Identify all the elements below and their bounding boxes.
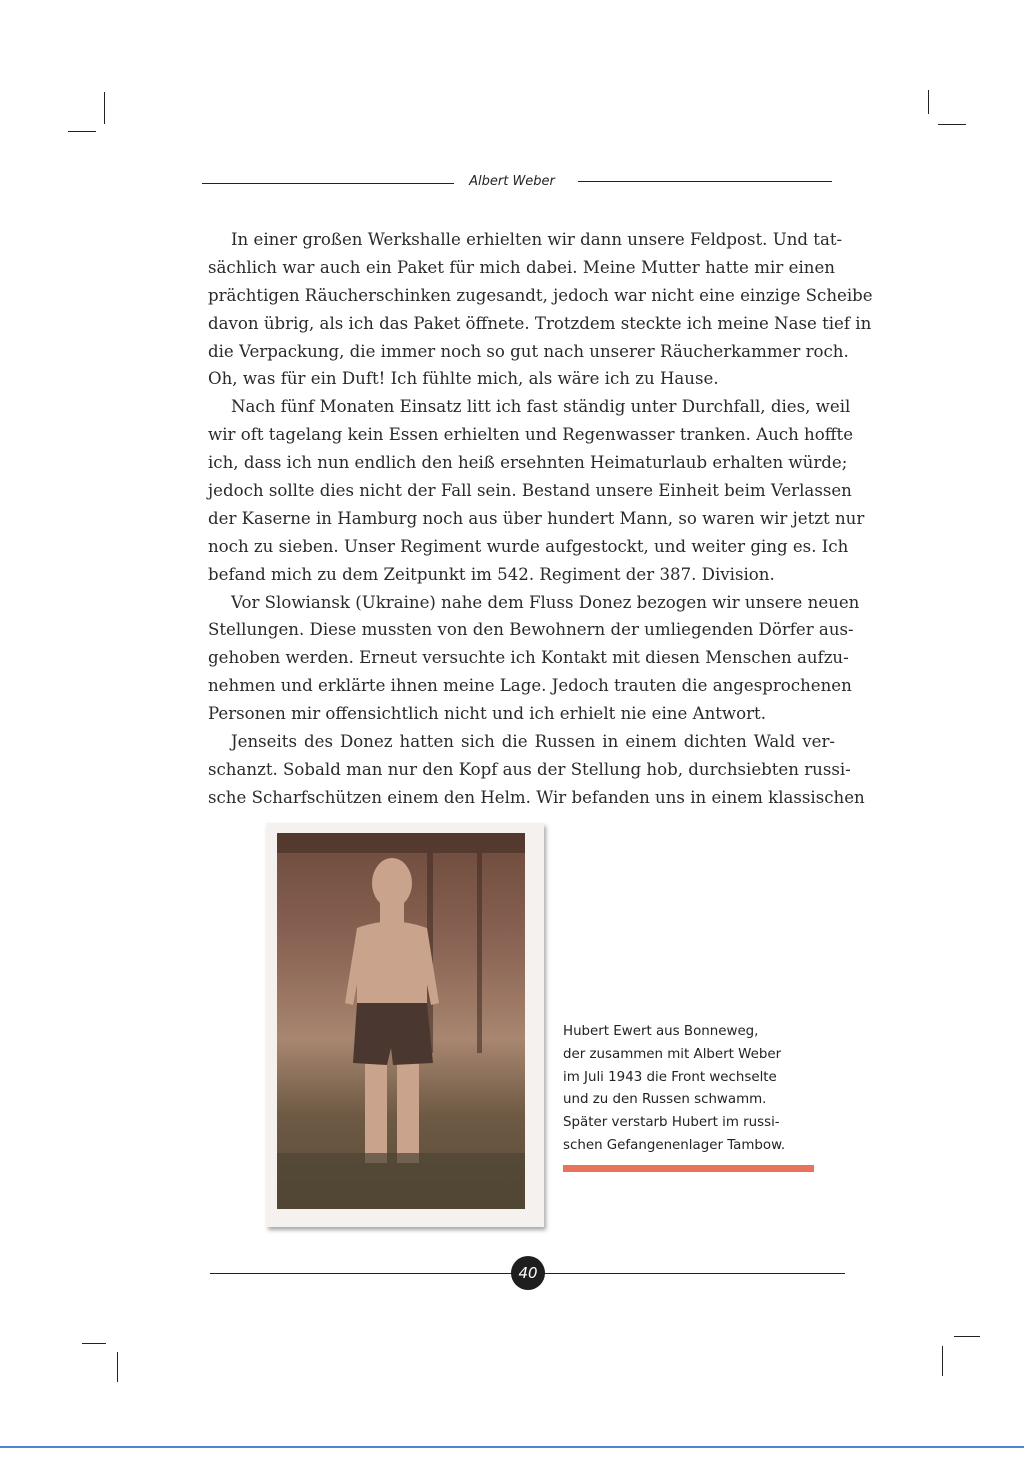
- text-line: davon übrig, als ich das Paket öffnete. Trotzdem steckte ich meine Nase tief in: [208, 313, 872, 333]
- body-text: [208, 226, 873, 812]
- text-line: befand mich zu dem Zeitpunkt im 542. Regiment der 387. Division.: [208, 564, 775, 584]
- photo-caption: [563, 1021, 785, 1158]
- text-line: sche Scharfschützen einem den Helm. Wir befanden uns in einem klassischen: [208, 787, 865, 807]
- caption-line: und zu den Russen schwamm.: [563, 1092, 767, 1108]
- text-line: der Kaserne in Hamburg noch aus über hundert Mann, so waren wir jetzt nur: [208, 508, 865, 528]
- running-header: Albert Weber: [469, 174, 555, 189]
- caption-line: schen Gefangenenlager Tambow.: [563, 1137, 786, 1153]
- crop-mark: [954, 1336, 980, 1337]
- text-line: noch zu sieben. Unser Regiment wurde aufgestockt, und weiter ging es. Ich: [208, 536, 849, 556]
- man-silhouette-photo: [277, 833, 525, 1209]
- text-line: wir oft tagelang kein Essen erhielten und Regenwasser tranken. Auch hoffte: [208, 425, 854, 445]
- text-line: ich, dass ich nun endlich den heiß ersehnten Heimaturlaub erhalten würde;: [208, 453, 848, 473]
- scan-edge-line: [0, 1446, 1024, 1448]
- crop-mark: [68, 131, 96, 132]
- page-number: 40: [511, 1256, 545, 1290]
- text-line: Oh, was für ein Duft! Ich fühlte mich, als wäre ich zu Hause.: [208, 369, 719, 389]
- text-line: Nach fünf Monaten Einsatz litt ich fast ständig unter Durchfall, dies, weil: [231, 397, 851, 417]
- crop-mark: [104, 92, 105, 124]
- text-line: schanzt. Sobald man nur den Kopf aus der Stellung hob, durchsiebten russi-: [208, 759, 851, 779]
- caption-line: Später verstarb Hubert im russi-: [563, 1115, 780, 1131]
- text-line: Personen mir offensichtlich nicht und ich erhielt nie eine Antwort.: [208, 704, 766, 724]
- caption-line: der zusammen mit Albert Weber: [563, 1046, 782, 1062]
- text-line: Stellungen. Diese mussten von den Bewohnern der umliegenden Dörfer aus-: [208, 620, 854, 640]
- text-line: In einer großen Werkshalle erhielten wir dann unsere Feldpost. Und tat-: [231, 230, 843, 249]
- text-line: die Verpackung, die immer noch so gut nach unserer Räucherkammer roch.: [208, 341, 849, 361]
- text-line: Jenseits des Donez hatten sich die Russen in einem dichten Wald ver-: [231, 732, 835, 752]
- historic-photo: [277, 833, 525, 1209]
- caption-line: im Juli 1943 die Front wechselte: [563, 1069, 777, 1085]
- crop-mark: [942, 1346, 943, 1376]
- text-line: jedoch sollte dies nicht der Fall sein. Bestand unsere Einheit beim Verlassen: [208, 481, 852, 501]
- text-line: prächtigen Räucherschinken zugesandt, jedoch war nicht eine einzige Scheibe: [208, 285, 873, 305]
- header-rule-right: [578, 181, 832, 182]
- crop-mark: [82, 1343, 106, 1344]
- photo-frame: [266, 823, 544, 1227]
- caption-accent-bar: [563, 1165, 814, 1172]
- text-line: Vor Slowiansk (Ukraine) nahe dem Fluss Donez bezogen wir unsere neuen: [231, 592, 860, 612]
- crop-mark: [928, 90, 929, 114]
- caption-line: Hubert Ewert aus Bonneweg,: [563, 1024, 759, 1039]
- text-line: nehmen und erklärte ihnen meine Lage. Jedoch trauten die angesprochenen: [208, 676, 852, 696]
- text-line: sächlich war auch ein Paket für mich dabei. Meine Mutter hatte mir einen: [208, 257, 835, 277]
- crop-mark: [117, 1352, 118, 1382]
- text-line: gehoben werden. Erneut versuchte ich Kontakt mit diesen Menschen aufzu-: [208, 648, 849, 668]
- crop-mark: [938, 124, 966, 125]
